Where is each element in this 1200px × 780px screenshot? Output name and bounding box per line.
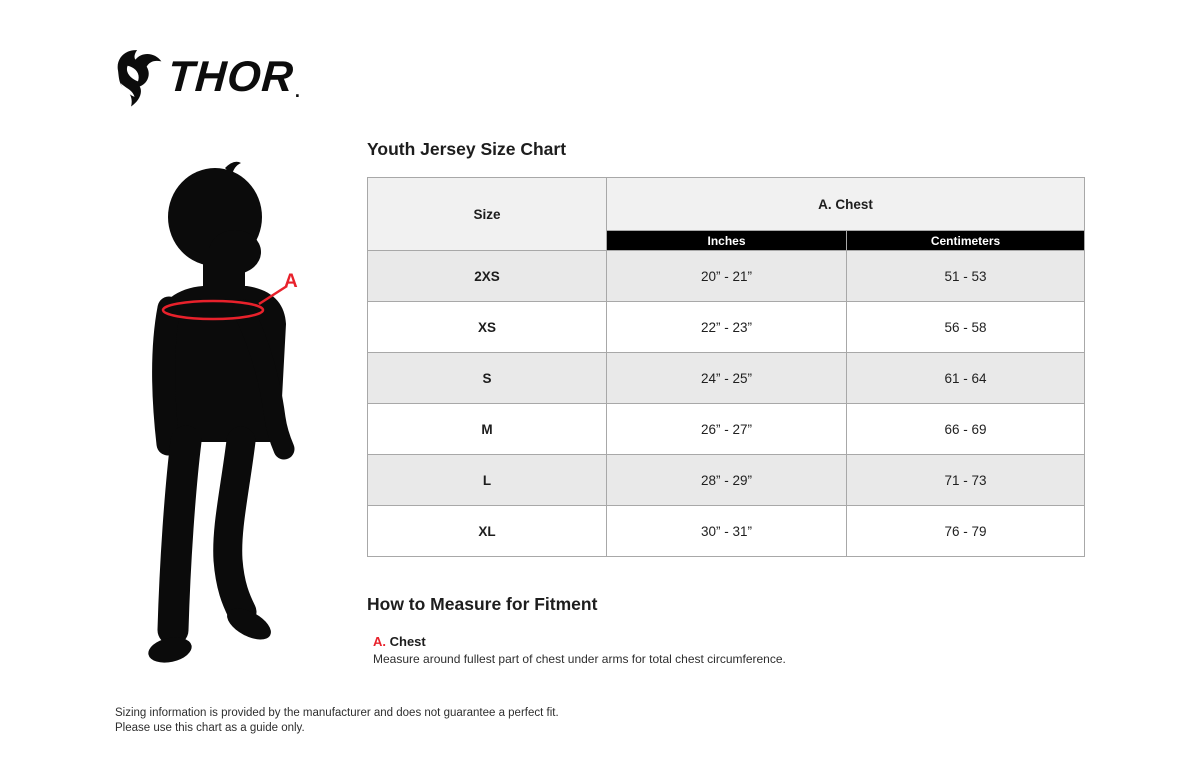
table-row: [368, 404, 1085, 455]
chest-group-header: A. Chest: [607, 178, 1085, 231]
size-cell: XS: [368, 302, 607, 353]
inches-cell: 28” - 29”: [607, 455, 847, 506]
table-row: [368, 353, 1085, 404]
centimeters-cell: 76 - 79: [847, 506, 1085, 557]
inches-column-header: Inches: [607, 231, 847, 251]
inches-cell: 24” - 25”: [607, 353, 847, 404]
measure-item-title: [373, 634, 1084, 649]
measure-item-description: Measure around fullest part of chest under arms for total chest circumference.: [373, 652, 786, 666]
size-cell: 2XS: [368, 251, 607, 302]
measure-heading: How to Measure for Fitment: [367, 594, 598, 614]
chest-label: A: [284, 271, 298, 292]
table-row: [368, 302, 1085, 353]
inches-cell: 22” - 23”: [607, 302, 847, 353]
size-column-header: Size: [368, 178, 607, 251]
size-table: [367, 177, 1085, 557]
youth-figure-silhouette: [115, 160, 335, 670]
inches-cell: 30” - 31”: [607, 506, 847, 557]
centimeters-cell: 61 - 64: [847, 353, 1085, 404]
inches-cell: 26” - 27”: [607, 404, 847, 455]
size-chart-title: Youth Jersey Size Chart: [367, 139, 567, 159]
brand-wordmark: THOR: [166, 53, 296, 101]
table-row: [368, 455, 1085, 506]
brand-logo: [112, 46, 300, 108]
centimeters-cell: 51 - 53: [847, 251, 1085, 302]
brand-trademark-dot: .: [294, 81, 300, 101]
youth-figure: [115, 160, 335, 670]
size-cell: M: [368, 404, 607, 455]
disclaimer-line-1: Sizing information is provided by the manufacturer and does not guarantee a perfect fit.: [115, 707, 559, 719]
table-row: [368, 251, 1085, 302]
disclaimer-line-2: Please use this chart as a guide only.: [115, 721, 305, 734]
centimeters-cell: 66 - 69: [847, 404, 1085, 455]
table-row: [368, 506, 1085, 557]
sizing-disclaimer: [115, 706, 559, 735]
centimeters-cell: 56 - 58: [847, 302, 1085, 353]
inches-cell: 20” - 21”: [607, 251, 847, 302]
thor-goat-icon: [112, 46, 164, 108]
table-header-row: [368, 178, 1085, 231]
measure-item-name: Chest: [389, 634, 426, 649]
size-chart-section: [367, 139, 1084, 666]
measure-item-key: A.: [373, 634, 386, 649]
measure-item-chest: [373, 634, 1084, 666]
centimeters-cell: 71 - 73: [847, 455, 1085, 506]
size-cell: XL: [368, 506, 607, 557]
size-table-body: [368, 251, 1085, 557]
size-cell: L: [368, 455, 607, 506]
centimeters-column-header: Centimeters: [847, 231, 1085, 251]
size-cell: S: [368, 353, 607, 404]
silhouette-shapes: [146, 162, 286, 667]
